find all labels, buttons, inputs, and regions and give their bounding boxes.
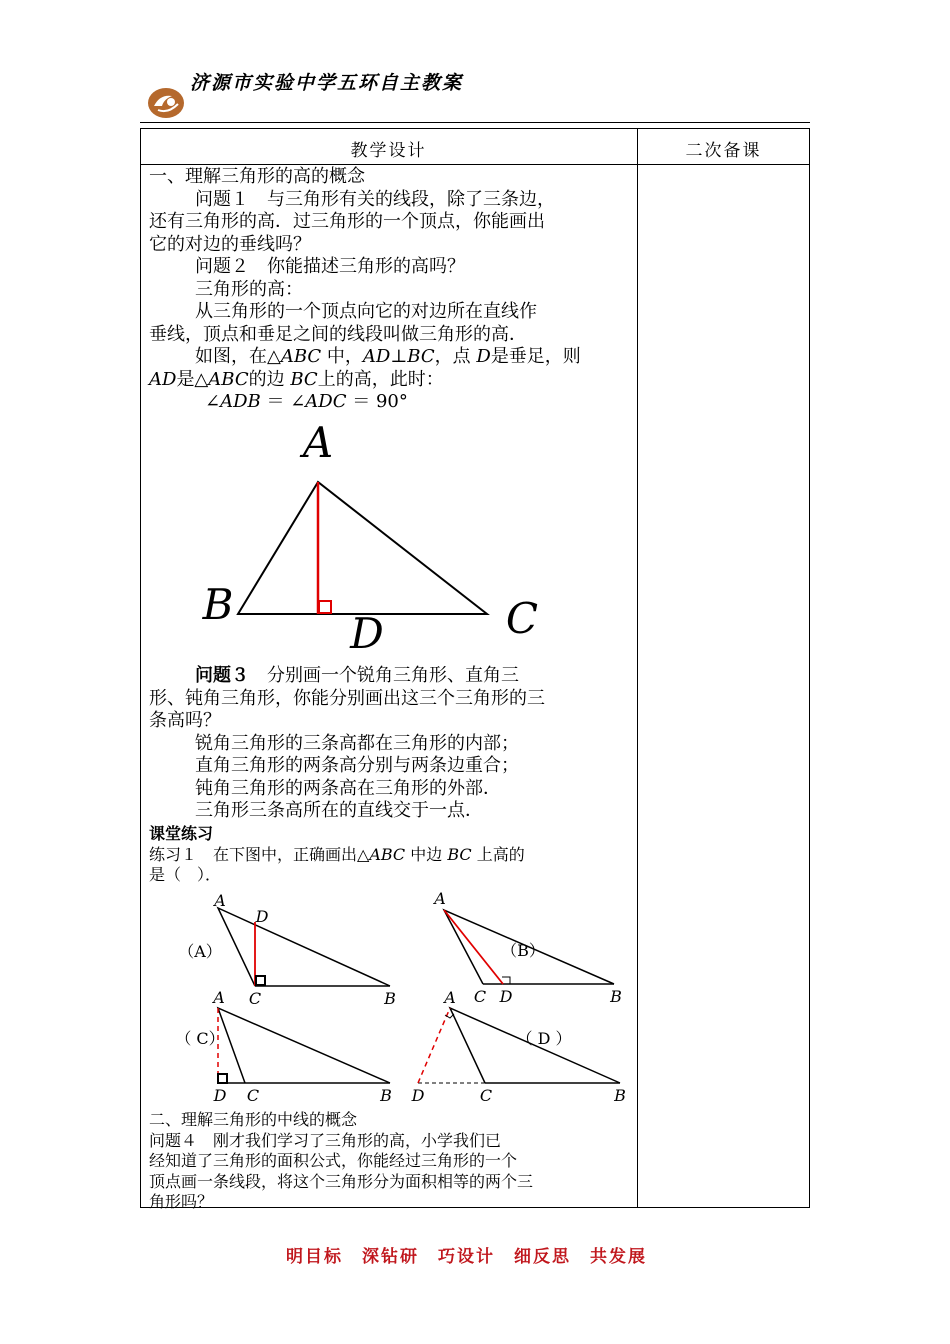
t: ＝ 90° — [346, 391, 408, 412]
t: ⊥ — [390, 346, 408, 367]
question1-line2: 还有三角形的高．过三角形的一个顶点，你能画出 — [149, 211, 545, 232]
option-c-label-d: D — [213, 1086, 227, 1105]
footer-motto: 明目标 深钻研 巧设计 细反思 共发展 — [286, 1247, 647, 1267]
question2: 问题２ 你能描述三角形的高吗？ — [195, 256, 465, 277]
practice-options-figure — [140, 885, 637, 1110]
conclusion-right: 直角三角形的两条高分别与两条边重合； — [195, 755, 519, 776]
t: ∠ — [205, 391, 221, 412]
header-row-divider — [140, 164, 810, 165]
angle-equation — [149, 391, 633, 414]
t: BC — [447, 844, 472, 864]
option-c-label-c: C — [246, 1086, 260, 1105]
column-divider — [637, 128, 638, 1208]
question4-line3: 顶点画一条线段，将这个三角形分为面积相等的两个三 — [149, 1171, 534, 1191]
conclusion-intersect: 三角形三条高所在的直线交于一点． — [195, 800, 483, 821]
lesson-content-middle — [149, 665, 633, 823]
t: 如图，在△ — [195, 346, 281, 367]
t: ＝ ∠ — [260, 391, 306, 412]
main-triangle-figure — [140, 415, 637, 660]
school-logo-icon — [146, 86, 186, 120]
label-vertex-a: A — [302, 418, 334, 467]
question3-line2: 形、钝角三角形，你能分别画出这三个三角形的三 — [149, 687, 545, 709]
question1-line3: 它的对边的垂线吗？ — [149, 233, 311, 255]
t: D — [476, 346, 491, 367]
right-angle-mark — [319, 601, 331, 613]
definition-line2: 垂线，顶点和垂足之间的线段叫做三角形的高． — [149, 323, 527, 345]
t: BC — [407, 346, 435, 367]
practice-block — [149, 824, 633, 886]
option-a-label-c: C — [248, 989, 262, 1008]
example-line2 — [149, 369, 633, 392]
t: ADC — [305, 391, 347, 412]
definition-title: 三角形的高： — [195, 278, 303, 300]
option-c-d-label-a-shared: A — [444, 988, 456, 1007]
t: ABC — [208, 368, 249, 390]
conclusion-obtuse: 钝角三角形的两条高在三角形的外部． — [195, 777, 501, 799]
question4-line1: 问题４ 刚才我们学习了三角形的高，小学我们已 — [149, 1130, 502, 1150]
option-d-height — [418, 1008, 450, 1083]
col-header-second-prep: 二次备课 — [685, 141, 762, 161]
t: ABC — [280, 346, 322, 367]
t: ，点 — [434, 346, 477, 367]
t: AD — [149, 368, 177, 390]
question1-label: 问题１ — [195, 188, 249, 210]
option-d-label-d: D — [411, 1086, 425, 1105]
option-b-tag: （B） — [501, 941, 545, 960]
option-c-figure — [175, 988, 392, 1105]
header-title: 济源市实验中学五环自主教案 — [190, 72, 464, 94]
t: ADB — [220, 391, 261, 412]
question1-line1 — [149, 189, 633, 212]
t: 是△ — [176, 368, 209, 390]
option-a-label-a: A — [214, 891, 226, 910]
option-c-label-a: A — [213, 988, 225, 1007]
option-a-label-d: D — [255, 907, 269, 926]
option-b-label-c: C — [473, 987, 487, 1006]
t: 上的高，此时： — [317, 368, 444, 390]
practice-title: 课堂练习 — [149, 824, 214, 843]
t: BC — [290, 368, 318, 390]
option-b-label-b: B — [610, 987, 622, 1006]
example-line1 — [149, 346, 633, 369]
section2-title: 二、理解三角形的中线的概念 — [149, 1110, 358, 1129]
t: ABC — [369, 844, 406, 864]
question3-label: 问题３ — [195, 665, 249, 686]
option-a-figure — [178, 891, 396, 1008]
t: AD — [362, 346, 391, 367]
section1-title: 一、理解三角形的高的概念 — [149, 166, 365, 187]
t: 的边 — [248, 368, 291, 390]
lesson-content-upper — [149, 166, 633, 414]
option-d-figure — [411, 1008, 627, 1105]
option-b-label-d: D — [499, 987, 513, 1006]
practice1-line1 — [149, 845, 633, 866]
definition-line1: 从三角形的一个顶点向它的对边所在直线作 — [195, 301, 537, 322]
practice1-line2: 是（ ）． — [149, 865, 222, 884]
label-foot-d: D — [350, 609, 384, 658]
section2-block — [149, 1110, 633, 1213]
t: 中边 — [405, 844, 448, 864]
question3-text: 分别画一个锐角三角形、直角三 — [267, 665, 519, 686]
option-b-height — [444, 910, 503, 984]
label-vertex-b: B — [202, 580, 234, 629]
option-d-label-c: C — [479, 1086, 493, 1105]
option-d-tag: （ D ） — [516, 1029, 572, 1048]
col-header-teaching-design: 教学设计 — [350, 141, 427, 161]
question4-line2: 经知道了三角形的面积公式，你能经过三角形的一个 — [149, 1151, 518, 1170]
question1-text: 与三角形有关的线段，除了三条边， — [267, 188, 555, 210]
header-divider — [140, 122, 810, 123]
option-c-tag: （ C） — [175, 1029, 225, 1048]
option-c-label-b: B — [380, 1086, 392, 1105]
t: 是垂足，则 — [490, 346, 581, 367]
triangle-abc — [238, 482, 487, 614]
label-vertex-c: C — [505, 594, 539, 643]
question4-line4: 角形吗？ — [149, 1192, 214, 1211]
t: 上高的 — [471, 844, 525, 864]
option-d-label-b: B — [614, 1086, 626, 1105]
option-a-label-b: B — [384, 989, 396, 1008]
question3-line3: 条高吗？ — [149, 710, 221, 731]
conclusion-acute: 锐角三角形的三条高都在三角形的内部； — [195, 732, 519, 754]
t: 中， — [321, 346, 363, 367]
question3-line1 — [149, 665, 633, 688]
option-b-figure — [432, 889, 622, 1006]
t: 练习１ 在下图中，正确画出△ — [149, 844, 370, 864]
option-a-tag: （A） — [178, 942, 222, 961]
option-b-label-a: A — [434, 889, 446, 908]
